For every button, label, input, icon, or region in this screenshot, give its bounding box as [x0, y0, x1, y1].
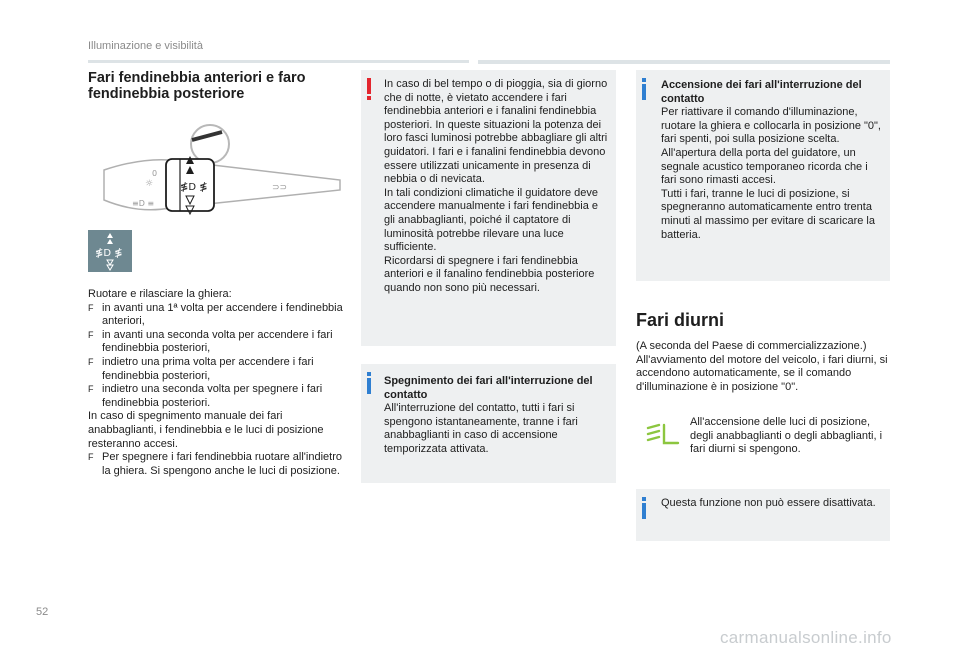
warning-icon [367, 78, 371, 99]
list-item: F indietro una prima volta per accendere i fari fendinebbia posteriori, [88, 355, 314, 382]
svg-text:☼: ☼ [145, 179, 154, 189]
steering-wheel-icon [191, 125, 229, 163]
svg-text:≡D ≡: ≡D ≡ [132, 199, 155, 208]
manual-off-note: In caso di spegnimento manuale dei fari anabbaglianti, i fendinebbia e le luci di posizione resteranno accesi. [88, 410, 324, 450]
fog-intro: Ruotare e rilasciare la ghiera: [88, 288, 232, 300]
header-divider-left [88, 60, 469, 63]
info-icon [367, 372, 371, 394]
fog-light-icon [88, 230, 132, 272]
svg-text:≸D ≸: ≸D ≸ [95, 248, 123, 259]
svg-text:≸D ≸: ≸D ≸ [180, 182, 208, 193]
drl-note: Questa funzione non può essere disattivata. [661, 497, 876, 509]
info-icon [642, 497, 646, 519]
list-item: F in avanti una 1ª volta per accendere i fendinebbia anteriori, [88, 301, 343, 328]
svg-text:0: 0 [152, 169, 158, 178]
light-stalk-illustration [100, 116, 345, 228]
drl-text: (A seconda del Paese di commercializzazione.) All'avviamento del motore del veicolo, i fari diurni, si accendono automaticamente, se il comando d'illuminazione è in posizione "0". [636, 340, 888, 393]
ignition-on-info-box: Accensione dei fari all'interruzione del contatto Per riattivare il comando d'illuminazione, ruotare la ghiera e collocarla in posizione "0", fari spenti, poi sulla posizione scelta. All'apertura della porta del guidatore, un segnale acustico temporaneo ricorda che i fari sono rimasti accesi. Tutti i fari, tranne le luci di posizione, si spegneranno automaticamente entro trenta minuti al massimo per evitare di scaricare la batteria. [636, 70, 890, 281]
fog-section-title: Fari fendinebbia anteriori e faro fendinebbia posteriore [88, 70, 306, 102]
warning-text: In caso di bel tempo o di pioggia, sia di giorno che di notte, è vietato accendere i fari fendinebbia anteriori e i fanalini fendinebbia posteriori. In queste situazioni la potenza dei loro fasci luminosi potrebbe abbagliare gli altri guidatori. I fari e i fanalini fendinebbia devono essere utilizzati unicamente in presenza di nebbia o di nevicata. In tali condizioni climatiche il guidatore deve accendere manualmente i fari fendinebbia e gli anabbaglianti, poiché il captatore di luminosità potrebbe rilevare una luce sufficiente. Ricordarsi di spegnere i fari fendinebbia anteriori e il fanalino fendinebbia posteriore quando non sono più necessari. [384, 78, 608, 294]
daytime-running-light-icon [646, 422, 680, 446]
ignition-off-text: All'interruzione del contatto, tutti i fari si spengono istantaneamente, tranne i fari anabbaglianti in caso di accensione temporizzata attivata. [384, 402, 578, 455]
fog-instructions [88, 288, 350, 478]
ignition-on-title: Accensione dei fari all'interruzione del contatto [661, 79, 862, 105]
ignition-off-info-box [361, 364, 616, 483]
page-number: 52 [36, 606, 49, 618]
header-divider-right [478, 60, 890, 64]
drl-icon-text: All'accensione delle luci di posizione, degli anabbaglianti o degli abbaglianti, i fari diurni si spengono. [690, 416, 883, 456]
svg-text:⊃⊃: ⊃⊃ [272, 183, 288, 193]
drl-note-box [636, 489, 890, 541]
fog-section [88, 70, 350, 102]
drl-section-title: Fari diurni [636, 310, 725, 330]
ignition-off-title: Spegnimento dei fari all'interruzione del contatto [384, 375, 593, 401]
list-item: F indietro una seconda volta per spegnere i fari fendinebbia posteriori. [88, 383, 323, 409]
section-header: Illuminazione e visibilità [88, 40, 203, 52]
warning-box [361, 70, 616, 346]
list-item: F in avanti una seconda volta per accendere i fari fendinebbia posteriori, [88, 328, 333, 355]
watermark: carmanualsonline.info [720, 628, 892, 647]
info-icon [642, 78, 646, 100]
list-item: F Per spegnere i fari fendinebbia ruotare all'indietro la ghiera. Si spengono anche le luci di posizione. [88, 451, 342, 477]
